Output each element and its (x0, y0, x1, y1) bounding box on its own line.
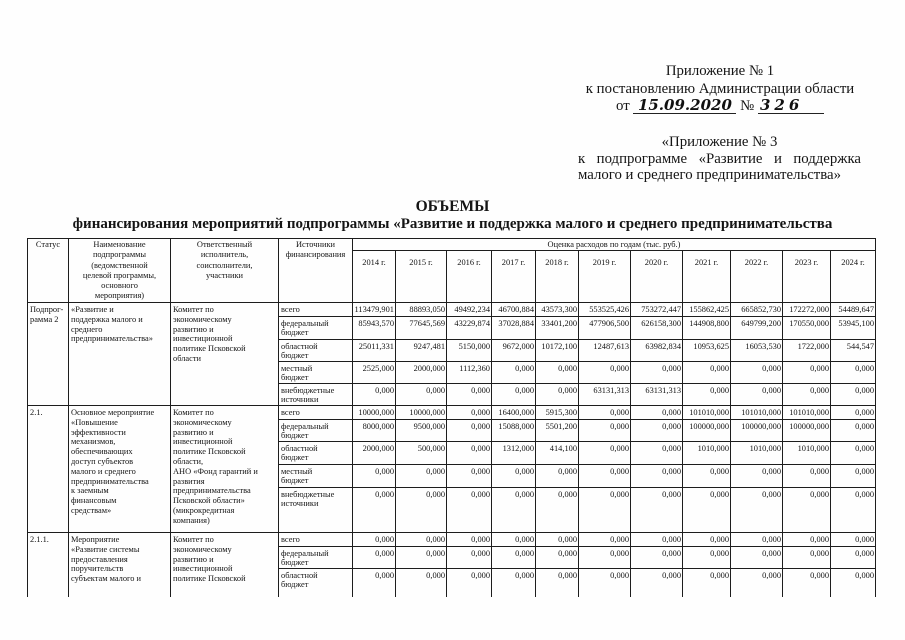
amount-cell: 0,000 (492, 547, 536, 569)
amount-cell: 53945,100 (831, 317, 876, 340)
amount-cell: 63131,313 (631, 384, 683, 406)
amount-cell: 0,000 (396, 384, 447, 406)
amount-cell: 0,000 (831, 384, 876, 406)
header-year: 2021 г. (683, 251, 731, 303)
appendix-1-title: Приложение № 1 (665, 63, 775, 79)
amount-cell: 0,000 (831, 533, 876, 547)
amount-cell: 1010,000 (683, 442, 731, 465)
amount-cell: 0,000 (831, 465, 876, 488)
amount-cell: 0,000 (831, 569, 876, 598)
document-title: ОБЪЕМЫ (415, 198, 490, 215)
handwritten-number: 326 (758, 98, 824, 114)
amount-cell: 0,000 (831, 406, 876, 420)
amount-cell: 10000,000 (396, 406, 447, 420)
amount-cell: 5915,300 (536, 406, 579, 420)
amount-cell: 0,000 (447, 442, 492, 465)
funding-source: областной бюджет (279, 442, 353, 465)
amount-cell: 25011,331 (353, 340, 396, 362)
header-sources: Источники финансирования (279, 239, 353, 303)
amount-cell: 0,000 (831, 362, 876, 384)
header-row (28, 239, 876, 251)
amount-cell: 0,000 (631, 406, 683, 420)
amount-cell: 100000,000 (783, 420, 831, 442)
amount-cell: 33401,200 (536, 317, 579, 340)
amount-cell: 63982,834 (631, 340, 683, 362)
number-sign: № (740, 98, 755, 114)
section-executor: Комитет по экономическому развитию и инвестиционной политике Псковской области (171, 303, 279, 406)
amount-cell: 0,000 (683, 533, 731, 547)
amount-cell: 0,000 (579, 406, 631, 420)
amount-cell: 100000,000 (683, 420, 731, 442)
amount-cell: 0,000 (536, 547, 579, 569)
amount-cell: 0,000 (579, 420, 631, 442)
amount-cell: 0,000 (492, 384, 536, 406)
amount-cell: 155862,425 (683, 303, 731, 317)
funding-source: областной бюджет (279, 340, 353, 362)
amount-cell: 0,000 (783, 465, 831, 488)
section-executor: Комитет по экономическому развитию и инвестиционной политике Псковской области, АНО «Фонд гарантий и развития предпринимательства Псковской области» (микрокредитная компания) (171, 406, 279, 533)
amount-cell: 414,100 (536, 442, 579, 465)
amount-cell: 0,000 (447, 533, 492, 547)
amount-cell: 0,000 (353, 384, 396, 406)
amount-cell: 0,000 (683, 465, 731, 488)
appendix-1-date-line (578, 98, 862, 116)
amount-cell: 0,000 (447, 547, 492, 569)
amount-cell: 1312,000 (492, 442, 536, 465)
funding-source: федеральный бюджет (279, 317, 353, 340)
amount-cell: 9672,000 (492, 340, 536, 362)
amount-cell: 0,000 (579, 547, 631, 569)
amount-cell: 16053,530 (731, 340, 783, 362)
table-header (28, 239, 876, 303)
amount-cell: 8000,000 (353, 420, 396, 442)
amount-cell: 0,000 (492, 465, 536, 488)
amount-cell: 101010,000 (731, 406, 783, 420)
amount-cell: 172272,000 (783, 303, 831, 317)
section-name: Мероприятие «Развитие системы предоставления поручительств субъектам малого и (69, 533, 171, 598)
amount-cell: 0,000 (783, 569, 831, 598)
amount-cell: 0,000 (353, 465, 396, 488)
amount-cell: 0,000 (683, 569, 731, 598)
amount-cell: 2525,000 (353, 362, 396, 384)
amount-cell: 37028,884 (492, 317, 536, 340)
amount-cell: 16400,000 (492, 406, 536, 420)
amount-cell: 500,000 (396, 442, 447, 465)
amount-cell: 0,000 (536, 533, 579, 547)
header-name: Наименование подпрограммы (ведомственной целевой программы, основного мероприятия) (69, 239, 171, 303)
amount-cell: 544,547 (831, 340, 876, 362)
amount-cell: 0,000 (396, 547, 447, 569)
amount-cell: 0,000 (492, 488, 536, 533)
amount-cell: 0,000 (396, 533, 447, 547)
amount-cell: 0,000 (683, 384, 731, 406)
table-row (28, 533, 876, 547)
amount-cell: 2000,000 (353, 442, 396, 465)
funding-source: внебюджетные источники (279, 488, 353, 533)
amount-cell: 753272,447 (631, 303, 683, 317)
amount-cell: 649799,200 (731, 317, 783, 340)
amount-cell: 0,000 (683, 488, 731, 533)
amount-cell: 477906,500 (579, 317, 631, 340)
amount-cell: 0,000 (631, 488, 683, 533)
amount-cell: 0,000 (731, 362, 783, 384)
amount-cell: 0,000 (447, 420, 492, 442)
header-year: 2022 г. (731, 251, 783, 303)
amount-cell: 0,000 (447, 384, 492, 406)
amount-cell: 0,000 (353, 547, 396, 569)
amount-cell: 0,000 (731, 465, 783, 488)
amount-cell: 0,000 (831, 442, 876, 465)
amount-cell: 1112,360 (447, 362, 492, 384)
section-status: Подпрог- рамма 2 (28, 303, 69, 406)
amount-cell: 0,000 (783, 547, 831, 569)
amount-cell: 0,000 (731, 488, 783, 533)
amount-cell: 10172,100 (536, 340, 579, 362)
amount-cell: 46700,884 (492, 303, 536, 317)
header-year: 2023 г. (783, 251, 831, 303)
amount-cell: 0,000 (783, 362, 831, 384)
funding-source: всего (279, 406, 353, 420)
amount-cell: 0,000 (492, 533, 536, 547)
amount-cell: 43229,874 (447, 317, 492, 340)
amount-cell: 0,000 (831, 488, 876, 533)
amount-cell: 0,000 (631, 420, 683, 442)
amount-cell: 0,000 (631, 533, 683, 547)
header-executor: Ответственный исполнитель, соисполнители, участники (171, 239, 279, 303)
amount-cell: 144908,800 (683, 317, 731, 340)
amount-cell: 0,000 (631, 569, 683, 598)
amount-cell: 0,000 (631, 547, 683, 569)
amount-cell: 1010,000 (783, 442, 831, 465)
amount-cell: 101010,000 (783, 406, 831, 420)
amount-cell: 49492,234 (447, 303, 492, 317)
section-name: «Развитие и поддержка малого и среднего предпринимательства» (69, 303, 171, 406)
amount-cell: 0,000 (396, 488, 447, 533)
amount-cell: 0,000 (492, 362, 536, 384)
amount-cell: 43573,300 (536, 303, 579, 317)
amount-cell: 0,000 (536, 465, 579, 488)
amount-cell: 9500,000 (396, 420, 447, 442)
amount-cell: 88893,050 (396, 303, 447, 317)
funding-source: местный бюджет (279, 465, 353, 488)
amount-cell: 553525,426 (579, 303, 631, 317)
amount-cell: 0,000 (579, 488, 631, 533)
amount-cell: 1722,000 (783, 340, 831, 362)
amount-cell: 113479,901 (353, 303, 396, 317)
amount-cell: 54489,647 (831, 303, 876, 317)
funding-source: всего (279, 533, 353, 547)
document-subtitle: финансирования мероприятий подпрограммы «Развитие и поддержка малого и среднего предпринимательства (72, 216, 833, 232)
appendix-1-header (578, 63, 862, 116)
funding-source: федеральный бюджет (279, 420, 353, 442)
amount-cell: 0,000 (831, 420, 876, 442)
handwritten-date: 15.09.2020 (633, 98, 736, 114)
funding-source: местный бюджет (279, 362, 353, 384)
header-year: 2017 г. (492, 251, 536, 303)
amount-cell: 0,000 (683, 547, 731, 569)
amount-cell: 85943,570 (353, 317, 396, 340)
amount-cell: 0,000 (731, 547, 783, 569)
amount-cell: 0,000 (447, 488, 492, 533)
appendix-1-decree-line: к постановлению Администрации области (585, 80, 855, 97)
section-name: Основное мероприятие «Повышение эффективности механизмов, обеспечивающих доступ субъектов малого и среднего предпринимательства к заемным финансовым средствам» (69, 406, 171, 533)
amount-cell: 0,000 (353, 569, 396, 598)
amount-cell: 0,000 (536, 569, 579, 598)
amount-cell: 15088,000 (492, 420, 536, 442)
amount-cell: 5501,200 (536, 420, 579, 442)
header-estimate: Оценка расходов по годам (тыс. руб.) (353, 239, 876, 251)
amount-cell: 0,000 (536, 384, 579, 406)
header-year: 2016 г. (447, 251, 492, 303)
amount-cell: 0,000 (731, 384, 783, 406)
amount-cell: 0,000 (447, 465, 492, 488)
appendix-3-line-2: к подпрограмме «Развитие и поддержка (578, 150, 861, 167)
section-status: 2.1. (28, 406, 69, 533)
amount-cell: 0,000 (492, 569, 536, 598)
amount-cell: 170550,000 (783, 317, 831, 340)
section-executor: Комитет по экономическому развитию и инвестиционной политике Псковской (171, 533, 279, 598)
amount-cell: 10000,000 (353, 406, 396, 420)
amount-cell: 0,000 (631, 442, 683, 465)
amount-cell: 9247,481 (396, 340, 447, 362)
amount-cell: 0,000 (579, 533, 631, 547)
amount-cell: 2000,000 (396, 362, 447, 384)
header-status: Статус (28, 239, 69, 303)
amount-cell: 0,000 (447, 406, 492, 420)
amount-cell: 0,000 (353, 533, 396, 547)
amount-cell: 0,000 (731, 569, 783, 598)
amount-cell: 0,000 (447, 569, 492, 598)
amount-cell: 0,000 (536, 488, 579, 533)
amount-cell: 0,000 (536, 362, 579, 384)
amount-cell: 0,000 (731, 533, 783, 547)
financing-table-wrapper (27, 238, 877, 597)
section-status: 2.1.1. (28, 533, 69, 598)
amount-cell: 0,000 (783, 533, 831, 547)
table-row (28, 303, 876, 317)
amount-cell: 0,000 (579, 465, 631, 488)
amount-cell: 0,000 (783, 488, 831, 533)
amount-cell: 0,000 (631, 362, 683, 384)
amount-cell: 665852,730 (731, 303, 783, 317)
header-year: 2014 г. (353, 251, 396, 303)
amount-cell: 12487,613 (579, 340, 631, 362)
amount-cell: 100000,000 (731, 420, 783, 442)
amount-cell: 0,000 (579, 442, 631, 465)
amount-cell: 101010,000 (683, 406, 731, 420)
amount-cell: 0,000 (396, 569, 447, 598)
amount-cell: 0,000 (579, 569, 631, 598)
table-row (28, 406, 876, 420)
date-prefix: от (616, 98, 630, 114)
funding-source: федеральный бюджет (279, 547, 353, 569)
funding-source: внебюджетные источники (279, 384, 353, 406)
amount-cell: 0,000 (831, 547, 876, 569)
appendix-3-title: «Приложение № 3 (661, 134, 778, 150)
amount-cell: 77645,569 (396, 317, 447, 340)
header-year: 2018 г. (536, 251, 579, 303)
appendix-3-line-3: малого и среднего предпринимательства» (578, 167, 842, 183)
amount-cell: 0,000 (783, 384, 831, 406)
header-year: 2019 г. (579, 251, 631, 303)
amount-cell: 626158,300 (631, 317, 683, 340)
amount-cell: 0,000 (353, 488, 396, 533)
appendix-3-header (578, 134, 861, 184)
financing-table (27, 238, 876, 597)
funding-source: всего (279, 303, 353, 317)
header-year: 2020 г. (631, 251, 683, 303)
amount-cell: 0,000 (631, 465, 683, 488)
amount-cell: 0,000 (396, 465, 447, 488)
amount-cell: 0,000 (579, 362, 631, 384)
amount-cell: 63131,313 (579, 384, 631, 406)
table-body (28, 303, 876, 598)
amount-cell: 10953,625 (683, 340, 731, 362)
amount-cell: 1010,000 (731, 442, 783, 465)
header-year: 2015 г. (396, 251, 447, 303)
funding-source: областной бюджет (279, 569, 353, 598)
header-year: 2024 г. (831, 251, 876, 303)
amount-cell: 0,000 (683, 362, 731, 384)
amount-cell: 5150,000 (447, 340, 492, 362)
